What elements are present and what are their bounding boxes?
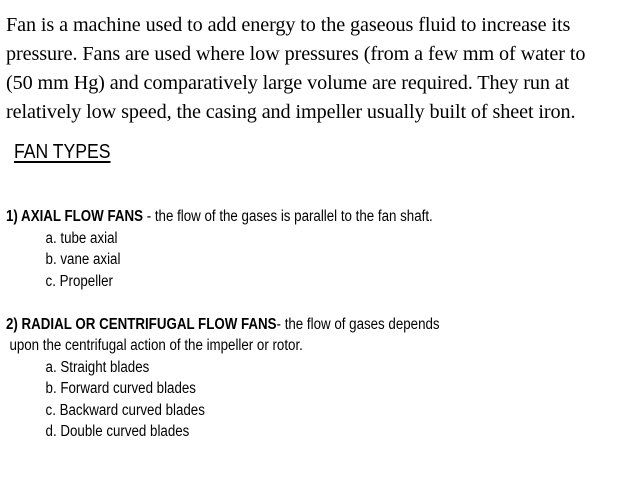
- intro-line: pressure. Fans are used where low pressures (from a few mm of water to: [6, 43, 586, 65]
- list-item: c. Backward curved blades: [45, 401, 205, 419]
- spacer: [6, 292, 638, 314]
- intro-line: relatively low speed, the casing and impeller usually built of sheet iron.: [6, 101, 576, 123]
- intro-paragraph: [6, 11, 636, 127]
- radial-flow-fans-description-continued: upon the centrifugal action of the impeller or rotor.: [9, 337, 303, 354]
- section-heading: FAN TYPES: [14, 141, 111, 163]
- radial-flow-fans-title: 2) RADIAL OR CENTRIFUGAL FLOW FANS: [6, 315, 277, 333]
- axial-flow-fans-description: - the flow of the gases is parallel to the fan shaft.: [143, 208, 433, 225]
- axial-flow-fans-title: 1) AXIAL FLOW FANS: [6, 208, 144, 225]
- radial-flow-fans-definition: [6, 314, 638, 336]
- list-item: d. Double curved blades: [45, 423, 190, 440]
- list-item: a. Straight blades: [45, 358, 150, 376]
- axial-flow-fans-definition: [6, 206, 638, 228]
- list-item: b. vane axial: [45, 251, 121, 268]
- radial-flow-fans-description: - the flow of gases depends: [276, 315, 440, 333]
- list-item: c. Propeller: [45, 272, 113, 290]
- list-item: b. Forward curved blades: [45, 380, 196, 397]
- fan-types-list: [6, 206, 638, 443]
- intro-line: (50 mm Hg) and comparatively large volume are required. They run at: [6, 72, 570, 94]
- intro-line: Fan is a machine used to add energy to the gaseous fluid to increase its: [6, 14, 571, 36]
- list-item: a. tube axial: [45, 229, 118, 247]
